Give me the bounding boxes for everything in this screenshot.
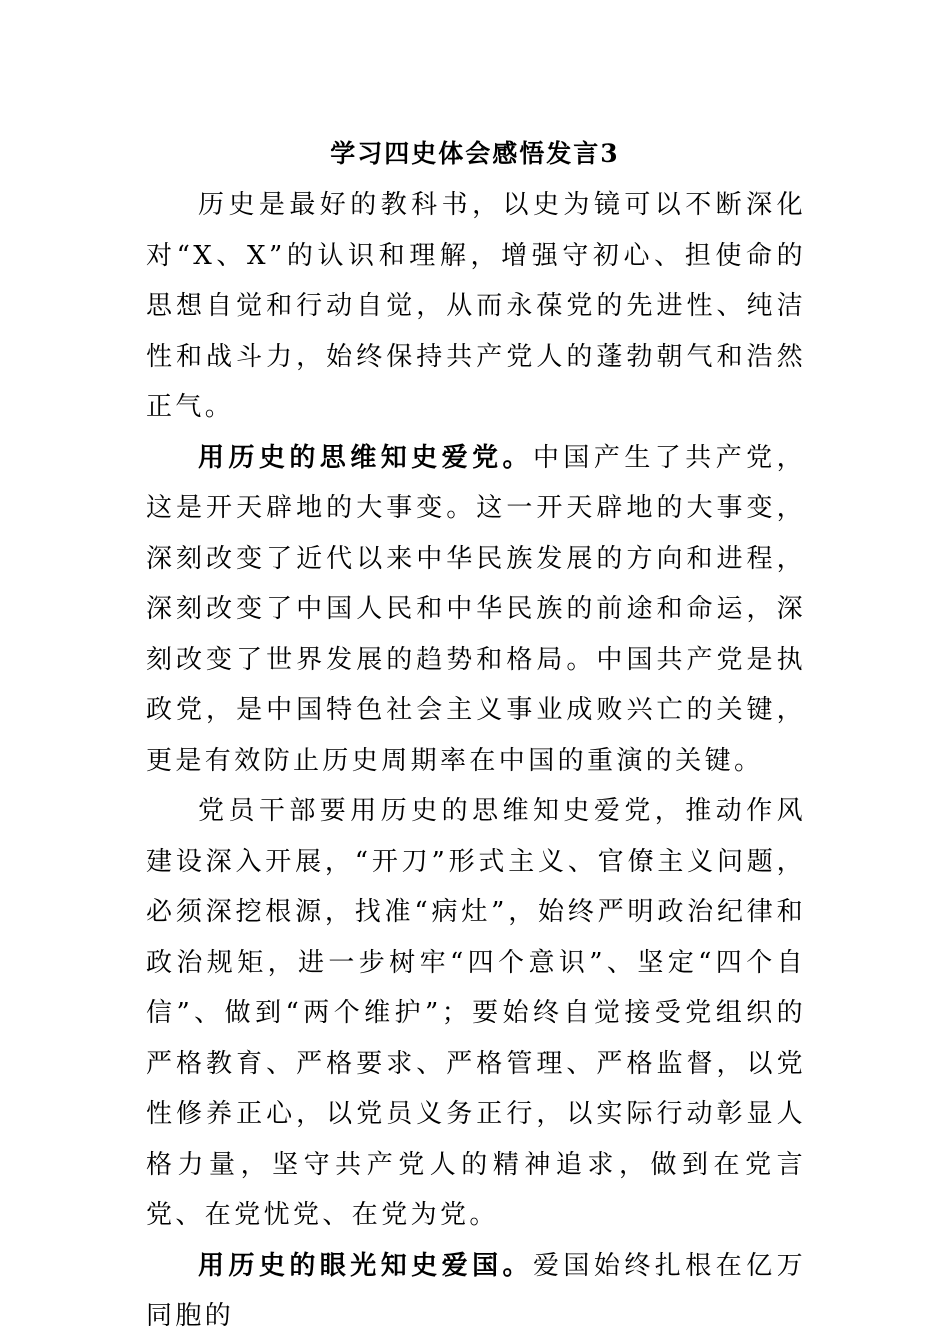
paragraph bbox=[146, 180, 806, 433]
paragraph bbox=[146, 1241, 806, 1342]
paragraph bbox=[146, 786, 806, 1241]
paragraph-text: 爱国始终扎根在亿万同胞的 bbox=[146, 1250, 806, 1331]
document-title: 学习四史体会感悟发言3 bbox=[330, 139, 620, 168]
paragraph-text: 历史是最好的教科书，以史为镜可以不断深化对“X、X”的认识和理解，增强守初心、担使命的思想自觉和行动自觉，从而永葆党的先进性、纯洁性和战斗力，始终保持共产党人的蓬勃朝气和浩然正气。 bbox=[146, 190, 806, 422]
paragraph-text: 中国产生了共产党，这是开天辟地的大事变。这一开天辟地的大事变，深刻改变了近代以来中华民族发展的方向和进程，深刻改变了中国人民和中华民族的前途和命运，深刻改变了世界发展的趋势和格局。中国共产党是执政党，是中国特色社会主义事业成败兴亡的关键，更是有效防止历史周期率在中国的重演的关键。 bbox=[146, 442, 806, 776]
paragraph-text: 党员干部要用历史的思维知史爱党，推动作风建设深入开展，“开刀”形式主义、官僚主义问题，必须深挖根源，找准“病灶”，始终严明政治纪律和政治规矩，进一步树牢“四个意识”、坚定“四个自信”、做到“两个维护”；要始终自觉接受党组织的严格教育、严格要求、严格管理、严格监督，以党性修养正心，以党员义务正行，以实际行动彰显人格力量，坚守共产党人的精神追求，做到在党言党、在党忧党、在党为党。 bbox=[146, 796, 806, 1230]
paragraph-lead: 用历史的思维知史爱党。 bbox=[198, 442, 533, 473]
document-body bbox=[146, 180, 806, 1342]
paragraph bbox=[146, 433, 806, 787]
paragraph-lead: 用历史的眼光知史爱国。 bbox=[198, 1250, 533, 1281]
